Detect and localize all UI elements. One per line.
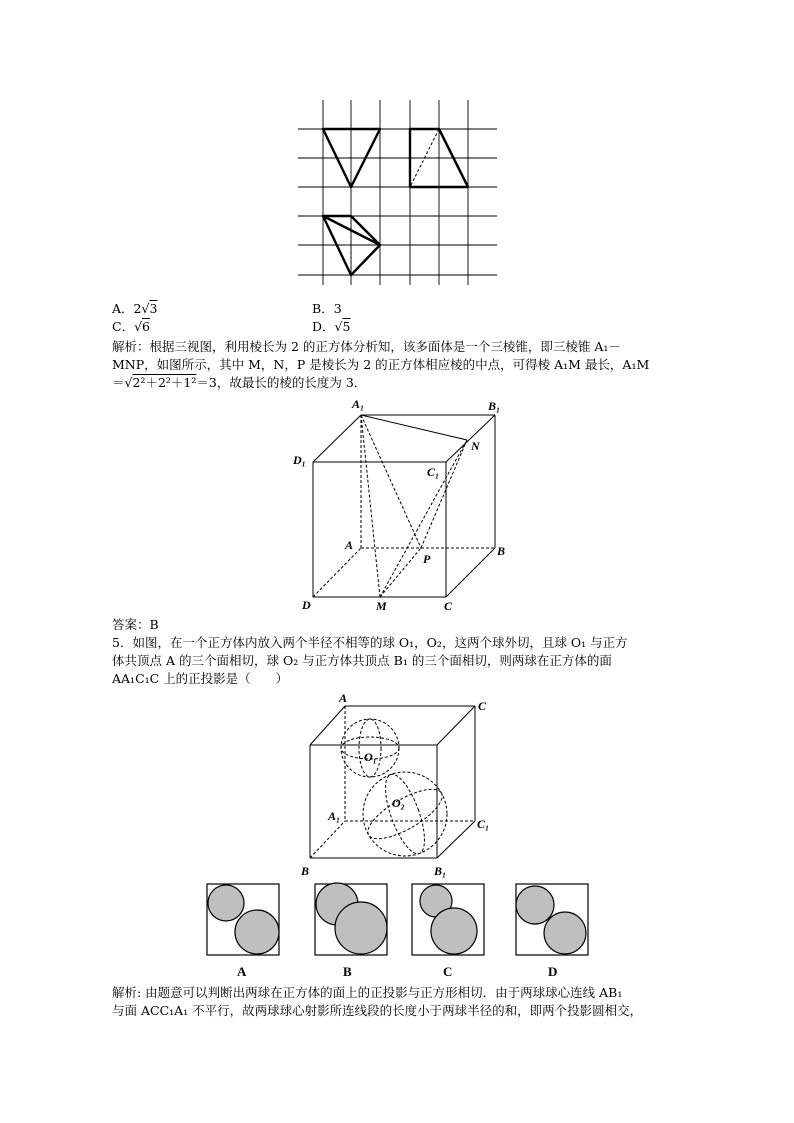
option-a-radicand: 3 (149, 301, 158, 316)
cube2-figure (295, 688, 500, 880)
solution5-line2: 与面 ACC₁A₁ 不平行，故两球球心射影所连线段的长度小于两球半径的和，即两个投影圆相交， (112, 1003, 643, 1018)
label-A: A (345, 538, 354, 552)
cube1-figure (290, 394, 520, 618)
label-B: B (497, 544, 506, 558)
option-b (312, 300, 342, 318)
option-a-letter: A． (112, 301, 134, 316)
three-view-figure (290, 98, 500, 290)
option-c-letter: C． (112, 319, 135, 334)
label-M: M (376, 599, 387, 613)
option-d-letter: D． (312, 319, 335, 334)
sqrt-sign: √ (124, 375, 133, 390)
option-b-letter: B． (312, 301, 334, 316)
label2-A: A (339, 691, 348, 705)
choices-figure (200, 880, 600, 980)
label-P: P (423, 552, 431, 566)
choice-label-a: A (237, 964, 247, 979)
answer4: 答案：B (112, 617, 159, 632)
label-D: D (302, 598, 311, 612)
label-A1: A₁ (352, 397, 365, 411)
option-c (112, 318, 150, 336)
option-d-radicand: 5 (342, 319, 351, 334)
label2-C1: C₁ (477, 817, 490, 831)
choice-label-d: D (548, 964, 558, 979)
label-N: N (471, 439, 480, 453)
option-b-value: 3 (333, 301, 342, 316)
label2-A1: A₁ (328, 809, 341, 823)
choice-label-c: C (443, 964, 453, 979)
label2-O2: O₂ (392, 796, 405, 810)
solution4-rest: ＝3，故最长的棱的长度为 3． (196, 375, 367, 390)
label2-C: C (478, 699, 487, 713)
solution4-line2: MNP，如图所示，其中 M，N，P 是棱长为 2 的正方体相应棱的中点，可得棱 A₁M 最长，A₁M (112, 357, 650, 372)
label-D1: D₁ (293, 453, 306, 467)
option-a-coef: 2 (133, 301, 142, 316)
sqrt-sign: √ (141, 301, 150, 316)
sqrt-sign: √ (334, 319, 343, 334)
choice-label-b: B (343, 964, 352, 979)
solution4-line3 (112, 374, 366, 392)
grid-lines (298, 100, 497, 285)
problem5-line1: 5．如图，在一个正方体内放入两个半径不相等的球 O₁，O₂，这两个球外切，且球 O₁ 与正方 (112, 635, 628, 650)
label2-B: B (301, 864, 310, 878)
solution5-line1: 解析: 由题意可以判断出两球在正方体的面上的正投影与正方形相切．由于两球球心连线 AB₁ (112, 985, 623, 1000)
label2-O1: O₁ (364, 750, 377, 764)
label2-B1: B₁ (434, 864, 447, 878)
option-d (312, 318, 350, 336)
option-c-radicand: 6 (142, 319, 150, 334)
sqrt-sign: √ (134, 319, 143, 334)
option-a (112, 300, 157, 318)
solution4-line1: 解析：根据三视图，利用棱长为 2 的正方体分析知，该多面体是一个三棱锥，即三棱锥 A₁－ (112, 339, 621, 354)
label-C1: C₁ (427, 465, 440, 479)
problem5-line2: 体共顶点 A 的三个面相切，球 O₂ 与正方体共顶点 B₁ 的三个面相切，则两球在正方体的面 (112, 653, 612, 668)
solution4-radicand: 2²＋2²＋1² (132, 375, 197, 390)
label-C: C (444, 599, 453, 613)
problem5-line3: AA₁C₁C 上的正投影是（ ） (112, 671, 289, 686)
sphere-o1 (341, 719, 399, 777)
label-B1: B₁ (488, 399, 501, 413)
solution4-eq: ＝ (112, 375, 125, 390)
